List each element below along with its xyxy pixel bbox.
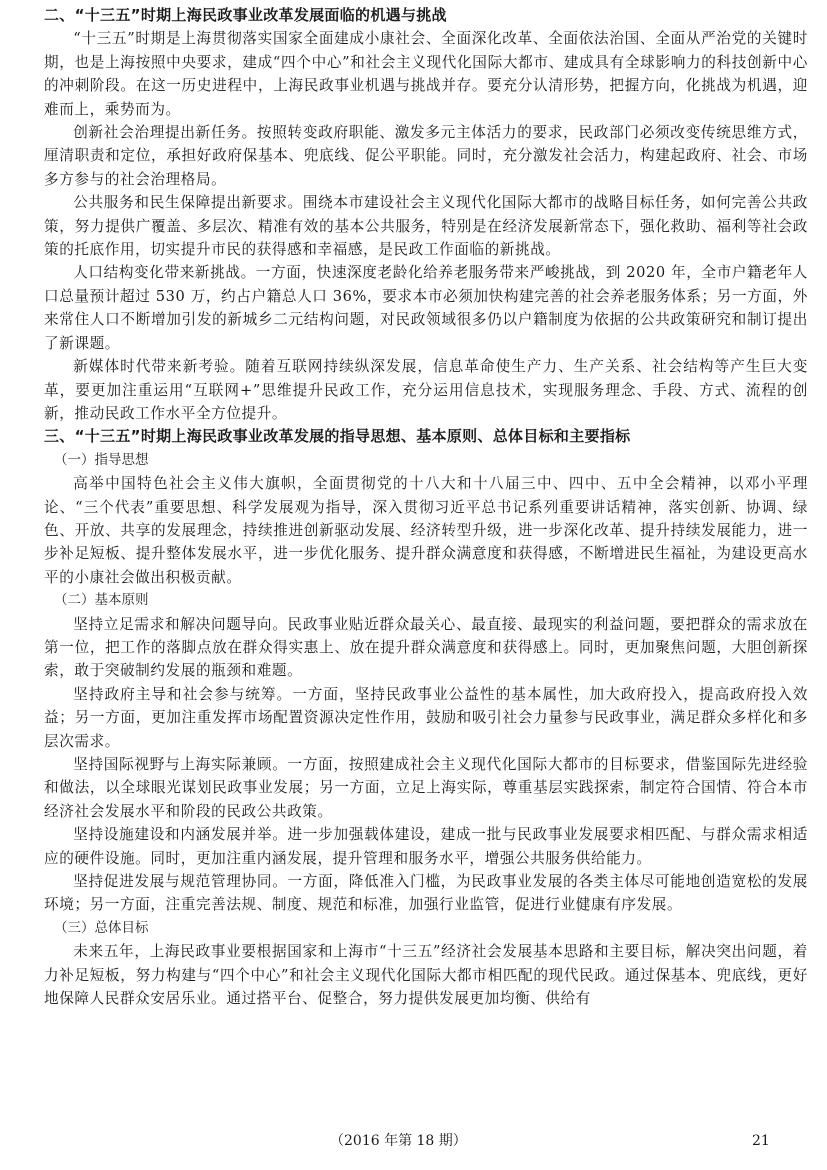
section-2-paragraph-2: 创新社会治理提出新任务。按照转变政府职能、激发多元主体活力的要求，民政部门必须改变传统思维方式，厘清职责和定位，承担好政府保基本、兜底线、促公平职能。同时，充分激发社会活力，构建起政府、社会、市场多方参与的社会治理格局。 — [44, 124, 808, 188]
issue-label: （2016 年第 18 期） — [330, 1133, 467, 1149]
section-2-paragraph-4: 人口结构变化带来新挑战。一方面，快速深度老龄化给养老服务带来严峻挑战，到 2020 年，全市户籍老年人口总量预计超过 530 万，约占户籍总人口 36%，要求本市必须加快构建完善的社会养老服务体系；另一方面，外来常住人口不断增加引发的新城乡二元结构问题，对民政领域很多仍以户籍制度为依据的公共政策研究和制订提出了新课题。 — [44, 264, 808, 352]
principle-paragraph-1: 坚持立足需求和解决问题导向。民政事业贴近群众最关心、最直接、最现实的利益问题，要把群众的需求放在第一位，把工作的落脚点放在群众得实惠上、放在提升群众满意度和获得感上。同时，更加聚焦问题，大胆创新探索，敢于突破制约发展的瓶颈和难题。 — [44, 615, 808, 680]
principle-paragraph-4: 坚持设施建设和内涵发展并举。进一步加强载体建设，建成一批与民政事业发展要求相匹配、与群众需求相适应的硬件设施。同时，更加注重内涵发展，提升管理和服务水平，增强公共服务供给能力。 — [44, 826, 808, 867]
guiding-ideology-paragraph: 高举中国特色社会主义伟大旗帜，全面贯彻党的十八大和十八届三中、四中、五中全会精神，以邓小平理论、“三个代表”重要思想、科学发展观为指导，深入贯彻习近平总书记系列重要讲话精神，落实创新、协调、绿色、开放、共享的发展理念，持续推进创新驱动发展、经济转型升级，进一步深化改革、提升持续发展能力，进一步补足短板、提升整体发展水平，进一步优化服务、提升群众满意度和获得感，不断增进民生福祉，为建设更高水平的小康社会做出积极贡献。 — [44, 475, 808, 586]
subsection-overall-goals-heading: （三）总体目标 — [54, 919, 149, 936]
section-2-paragraph-1: “十三五”时期是上海贯彻落实国家全面建成小康社会、全面深化改革、全面依法治国、全面从严治党的关键时期，也是上海按照中央要求，建成“四个中心”和社会主义现代化国际大都市、建成具有全球影响力的科技创新中心的冲刺阶段。在这一历史进程中，上海民政事业机遇与挑战并存。要充分认清形势，把握方向，化挑战为机遇，迎难而上，乘势而为。 — [44, 30, 808, 118]
subsection-basic-principles-heading: （二）基本原则 — [54, 592, 149, 609]
subsection-guiding-ideology-heading: （一）指导思想 — [54, 451, 149, 468]
section-2-paragraph-5: 新媒体时代带来新考验。随着互联网持续纵深发展，信息革命使生产力、生产关系、社会结构等产生巨大变革，要更加注重运用“互联网+”思维提升民政工作，充分运用信息技术，实现服务理念、手段、方式、流程的创新，推动民政工作水平全方位提升。 — [44, 358, 808, 422]
overall-goals-paragraph: 未来五年，上海民政事业要根据国家和上海市“十三五”经济社会发展基本思路和主要目标，解决突出问题，着力补足短板，努力构建与“四个中心”和社会主义现代化国际大都市相匹配的现代民政。通过保基本、兜底线，更好地保障人民群众安居乐业。通过搭平台、促整合，努力提供发展更加均衡、供给有 — [44, 943, 808, 1008]
page-number: 21 — [752, 1133, 770, 1149]
page-footer — [0, 1130, 827, 1152]
principle-paragraph-3: 坚持国际视野与上海实际兼顾。一方面，按照建成社会主义现代化国际大都市的目标要求，借鉴国际先进经验和做法，以全球眼光谋划民政事业发展；另一方面，立足上海实际，尊重基层实践探索，制定符合国情、符合本市经济社会发展水平和阶段的民政公共政策。 — [44, 756, 808, 820]
principle-paragraph-5: 坚持促进发展与规范管理协同。一方面，降低准入门槛，为民政事业发展的各类主体尽可能地创造宽松的发展环境；另一方面，注重完善法规、制度、规范和标准，加强行业监管，促进行业健康有序发展。 — [44, 873, 808, 914]
section-2-heading: 二、“十三五”时期上海民政事业改革发展面临的机遇与挑战 — [44, 6, 447, 24]
section-3-heading: 三、“十三五”时期上海民政事业改革发展的指导思想、基本原则、总体目标和主要指标 — [44, 427, 631, 446]
principle-paragraph-2: 坚持政府主导和社会参与统筹。一方面，坚持民政事业公益性的基本属性，加大政府投入，提高政府投入效益；另一方面，更加注重发挥市场配置资源决定性作用，鼓励和吸引社会力量参与民政事业，满足群众多样化和多层次需求。 — [44, 685, 808, 750]
section-2-paragraph-3: 公共服务和民生保障提出新要求。围绕本市建设社会主义现代化国际大都市的战略目标任务，如何完善公共政策，努力提供广覆盖、多层次、精准有效的基本公共服务，特别是在经济发展新常态下，强化救助、福利等社会政策的托底作用，切实提升市民的获得感和幸福感，是民政工作面临的新挑战。 — [44, 194, 808, 259]
document-page — [44, 4, 808, 1010]
